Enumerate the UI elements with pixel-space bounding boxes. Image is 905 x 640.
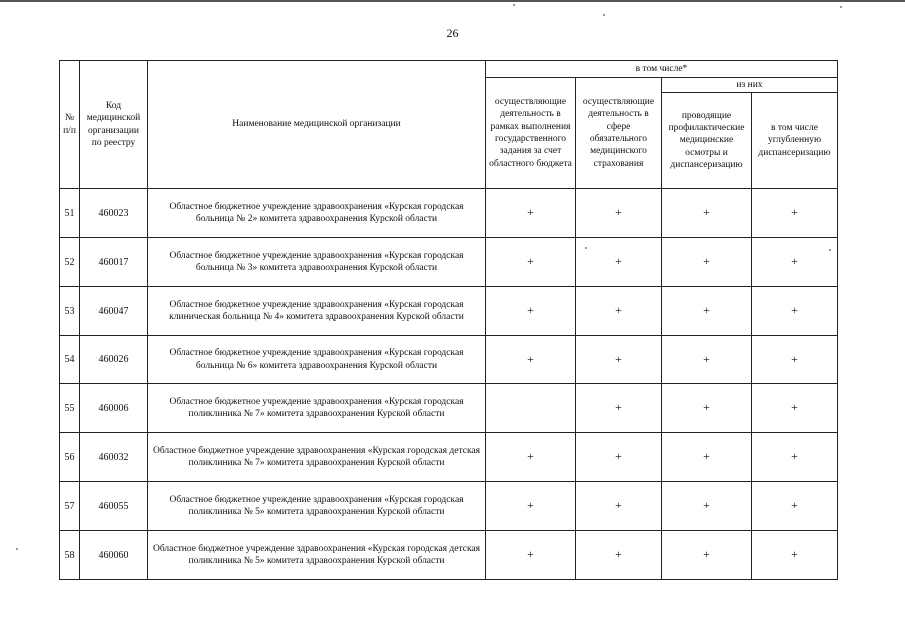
row-state-task — [486, 384, 576, 433]
row-code: 460026 — [80, 336, 148, 384]
scan-speck — [585, 247, 587, 249]
row-state-task: + — [486, 238, 576, 287]
scan-speck — [603, 14, 605, 16]
row-name: Областное бюджетное учреждение здравоохранения «Курская городская детская поликлиника № 5» комитета здравоохранения Курской области — [148, 531, 486, 580]
row-deep: + — [752, 531, 838, 580]
row-code: 460017 — [80, 238, 148, 287]
row-oms: + — [576, 189, 662, 238]
row-code: 460047 — [80, 287, 148, 336]
row-deep: + — [752, 433, 838, 482]
scan-speck — [829, 249, 831, 251]
header-prof: проводящие профилактические медицинские осмотры и диспансеризацию — [662, 93, 752, 189]
row-num: 51 — [60, 189, 80, 238]
header-deep: в том числе углубленную диспансеризацию — [752, 93, 838, 189]
header-state-task: осуществляющие деятельность в рамках выполнения государственного задания за счет областного бюджета — [486, 78, 576, 189]
row-oms: + — [576, 384, 662, 433]
table-row — [60, 189, 838, 238]
row-num: 57 — [60, 482, 80, 531]
row-name: Областное бюджетное учреждение здравоохранения «Курская городская клиническая больница № 4» комитета здравоохранения Курской области — [148, 287, 486, 336]
header-oms: осуществляющие деятельность в сфере обязательного медицинского страхования — [576, 78, 662, 189]
row-num: 53 — [60, 287, 80, 336]
row-num: 52 — [60, 238, 80, 287]
row-name: Областное бюджетное учреждение здравоохранения «Курская городская поликлиника № 7» комитета здравоохранения Курской области — [148, 384, 486, 433]
row-deep: + — [752, 189, 838, 238]
row-code: 460023 — [80, 189, 148, 238]
row-name: Областное бюджетное учреждение здравоохранения «Курская городская больница № 3» комитета здравоохранения Курской области — [148, 238, 486, 287]
row-state-task: + — [486, 287, 576, 336]
row-name: Областное бюджетное учреждение здравоохранения «Курская городская детская поликлиника № 7» комитета здравоохранения Курской области — [148, 433, 486, 482]
header-num: № п/п — [60, 61, 80, 189]
scan-speck — [16, 548, 18, 550]
row-code: 460006 — [80, 384, 148, 433]
row-name: Областное бюджетное учреждение здравоохранения «Курская городская больница № 6» комитета здравоохранения Курской области — [148, 336, 486, 384]
row-state-task: + — [486, 482, 576, 531]
scan-speck — [513, 4, 515, 6]
row-oms: + — [576, 433, 662, 482]
row-deep: + — [752, 238, 838, 287]
row-prof: + — [662, 531, 752, 580]
row-num: 55 — [60, 384, 80, 433]
row-deep: + — [752, 287, 838, 336]
row-code: 460055 — [80, 482, 148, 531]
row-name: Областное бюджетное учреждение здравоохранения «Курская городская поликлиника № 5» комитета здравоохранения Курской области — [148, 482, 486, 531]
row-deep: + — [752, 384, 838, 433]
table-row — [60, 482, 838, 531]
row-num: 54 — [60, 336, 80, 384]
row-prof: + — [662, 287, 752, 336]
table-row — [60, 336, 838, 384]
scan-edge — [0, 0, 905, 2]
row-oms: + — [576, 336, 662, 384]
row-code: 460060 — [80, 531, 148, 580]
row-prof: + — [662, 238, 752, 287]
row-oms: + — [576, 482, 662, 531]
scan-speck — [840, 6, 842, 8]
header-of-them: из них — [662, 78, 838, 93]
row-prof: + — [662, 336, 752, 384]
table-row — [60, 238, 838, 287]
row-num: 58 — [60, 531, 80, 580]
table-row — [60, 287, 838, 336]
row-oms: + — [576, 287, 662, 336]
row-prof: + — [662, 433, 752, 482]
row-num: 56 — [60, 433, 80, 482]
table-row — [60, 433, 838, 482]
row-state-task: + — [486, 336, 576, 384]
row-state-task: + — [486, 531, 576, 580]
header-code: Код медицинской организации по реестру — [80, 61, 148, 189]
table-row — [60, 531, 838, 580]
row-prof: + — [662, 482, 752, 531]
header-name: Наименование медицинской организации — [148, 61, 486, 189]
row-name: Областное бюджетное учреждение здравоохранения «Курская городская больница № 2» комитета здравоохранения Курской области — [148, 189, 486, 238]
organizations-table — [59, 60, 838, 580]
row-state-task: + — [486, 189, 576, 238]
row-state-task: + — [486, 433, 576, 482]
table-row — [60, 384, 838, 433]
row-prof: + — [662, 189, 752, 238]
row-deep: + — [752, 482, 838, 531]
header-including: в том числе* — [486, 61, 838, 78]
row-code: 460032 — [80, 433, 148, 482]
row-deep: + — [752, 336, 838, 384]
page-number: 26 — [446, 26, 459, 40]
row-oms: + — [576, 531, 662, 580]
row-oms: + — [576, 238, 662, 287]
row-prof: + — [662, 384, 752, 433]
